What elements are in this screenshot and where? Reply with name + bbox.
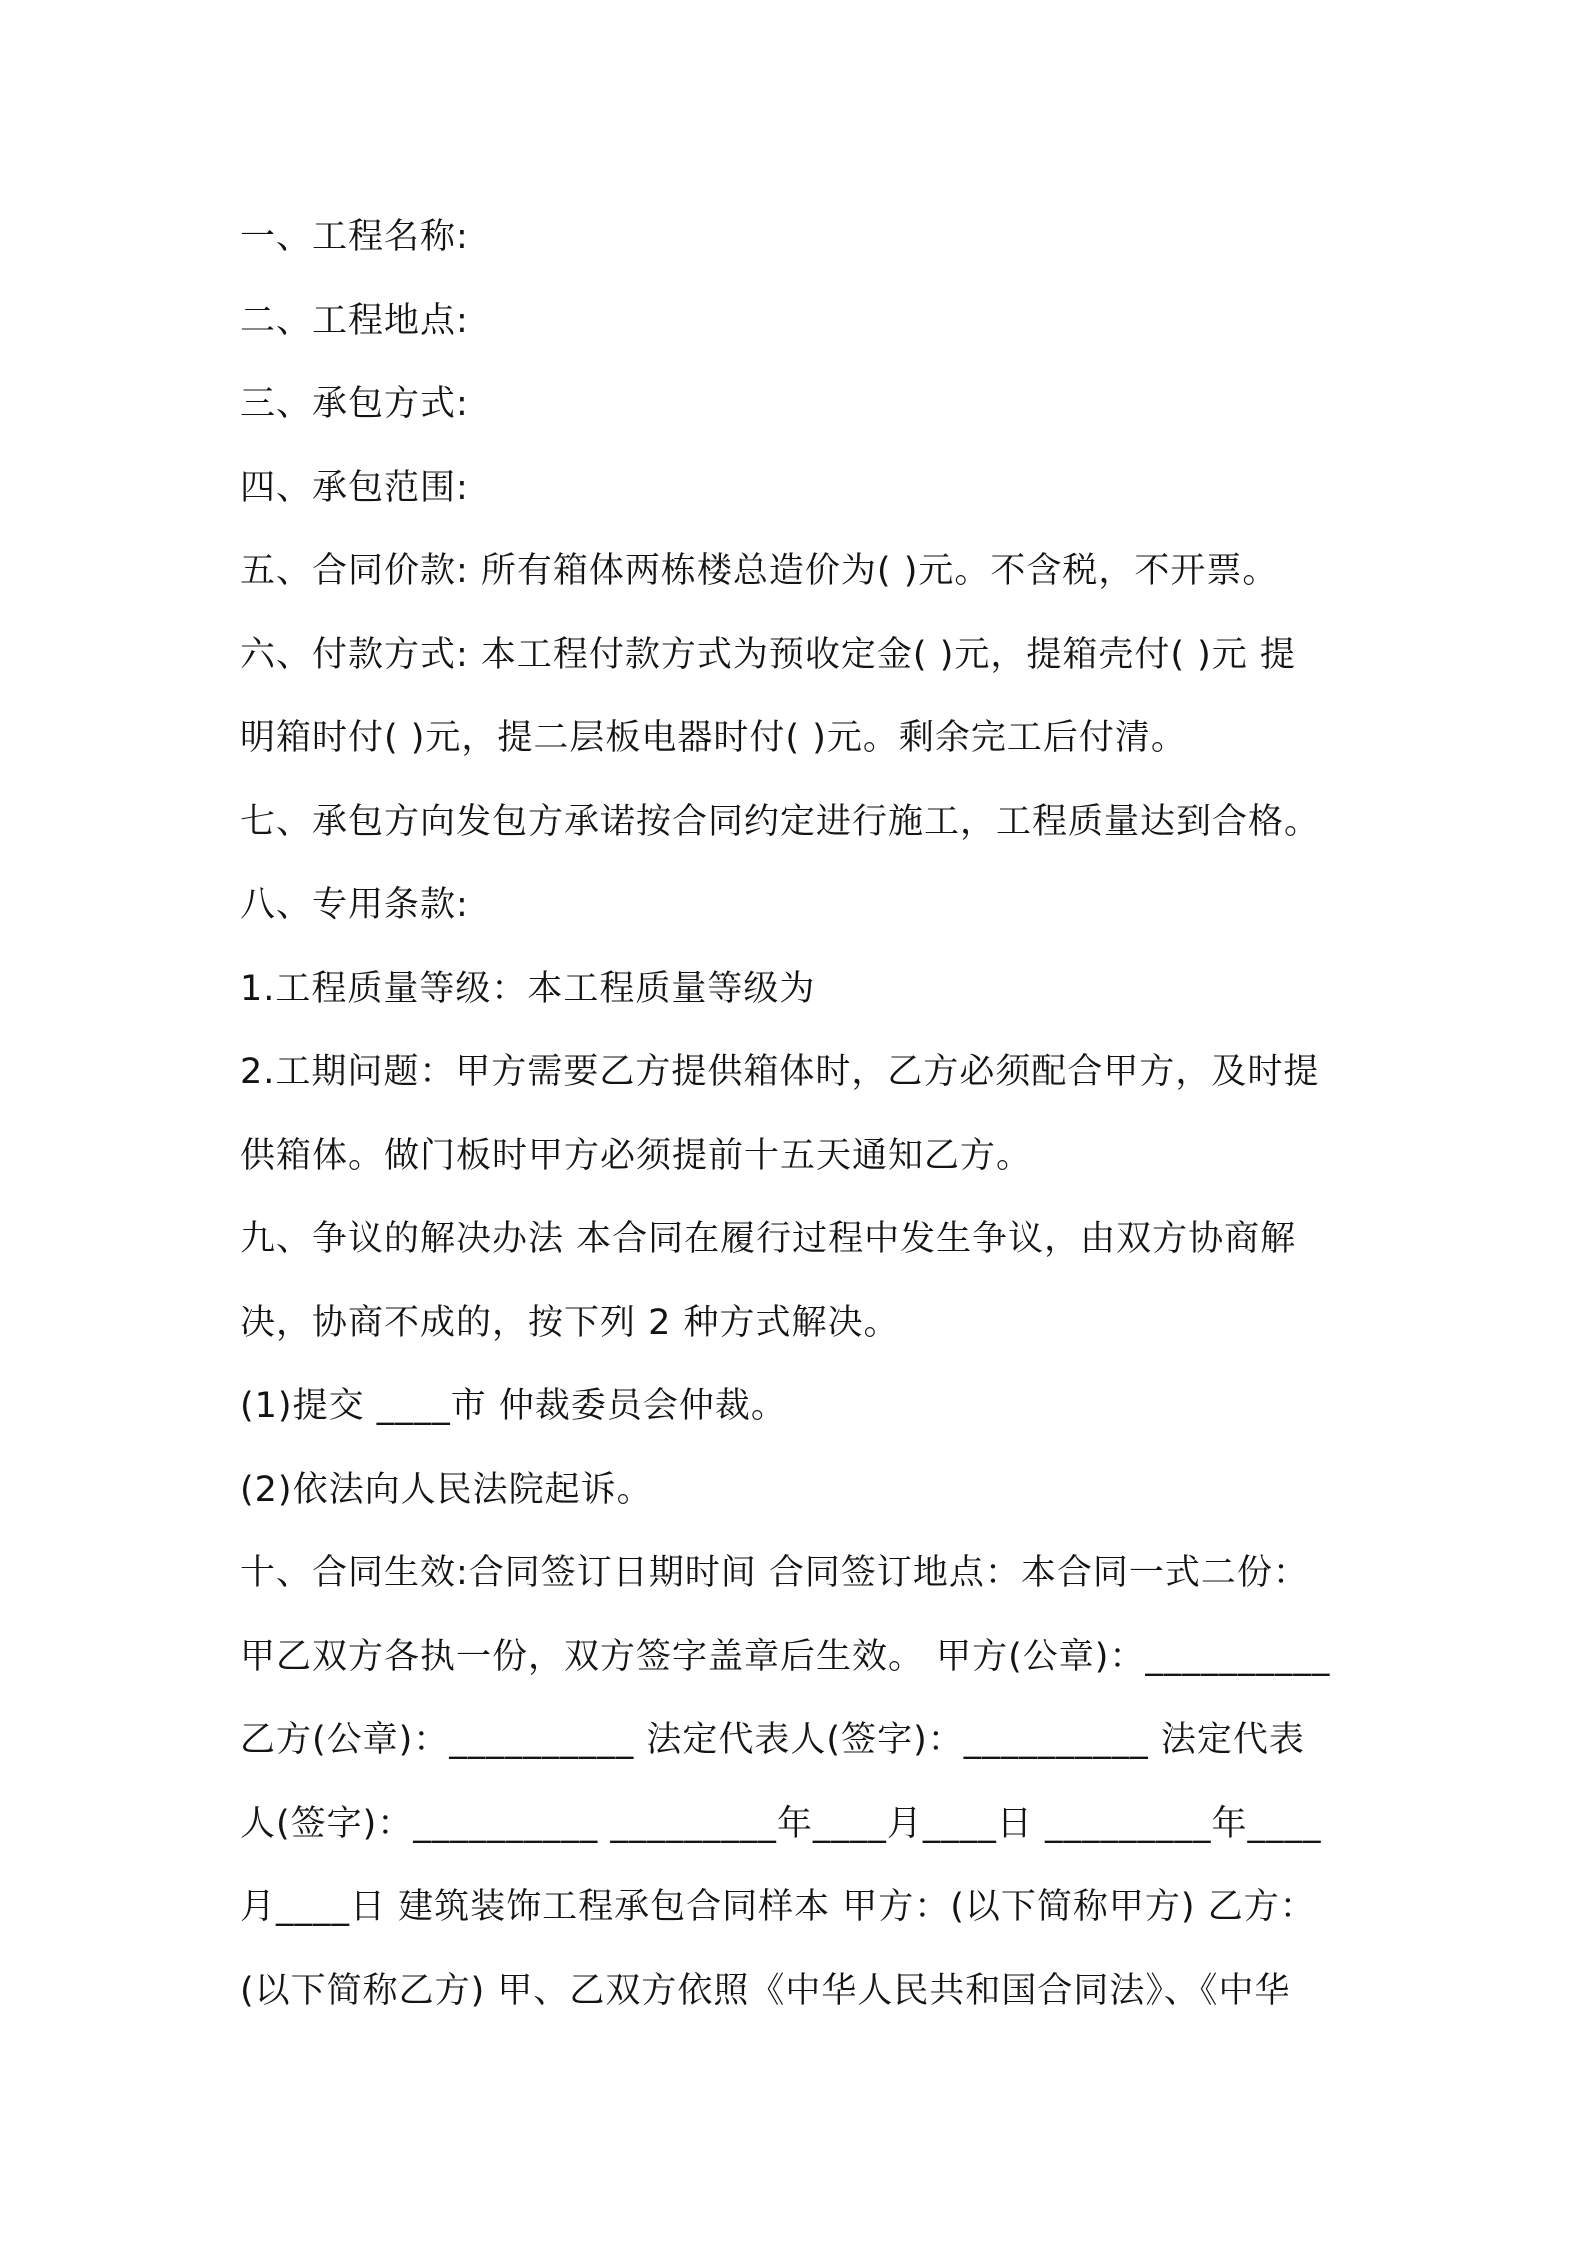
clause-payment-method-cont: 明箱时付( )元，提二层板电器时付( )元。剩余完工后付清。 bbox=[240, 718, 1187, 758]
clause-payment-method: 六、付款方式: 本工程付款方式为预收定金( )元，提箱壳付( )元 提 bbox=[240, 634, 1296, 675]
clause-contract-price: 五、合同价款: 所有箱体两栋楼总造价为( )元。不含税，不开票。 bbox=[240, 551, 1279, 591]
clause-contract-scope: 四、承包范围: bbox=[240, 467, 469, 508]
dispute-option-arbitration: (1)提交 ____市 仲裁委员会仲裁。 bbox=[240, 1386, 787, 1426]
clause-special-terms: 八、专用条款: bbox=[240, 885, 469, 925]
clause-effectiveness-cont: 甲乙双方各执一份，双方签字盖章后生效。 甲方(公章)：__________ bbox=[240, 1636, 1331, 1677]
term-schedule: 2.工期问题：甲方需要乙方提供箱体时，乙方必须配合甲方，及时提 bbox=[240, 1052, 1320, 1092]
clause-dispute-resolution-cont: 决，协商不成的，按下列 2 种方式解决。 bbox=[240, 1302, 900, 1343]
clause-dispute-resolution: 九、争议的解决办法 本合同在履行过程中发生争议，由双方协商解 bbox=[240, 1219, 1297, 1259]
clause-effectiveness: 十、合同生效:合同签订日期时间 合同签订地点：本合同一式二份： bbox=[240, 1553, 1309, 1593]
sample-contract-intro: 月____日 建筑装饰工程承包合同样本 甲方：(以下简称甲方) 乙方： bbox=[240, 1887, 1316, 1927]
clause-project-name: 一、工程名称: bbox=[240, 217, 469, 257]
clause-quality-promise: 七、承包方向发包方承诺按合同约定进行施工，工程质量达到合格。 bbox=[240, 801, 1321, 842]
clause-project-location: 二、工程地点: bbox=[240, 300, 469, 341]
dispute-option-lawsuit: (2)依法向人民法院起诉。 bbox=[240, 1469, 653, 1510]
term-quality-grade: 1.工程质量等级：本工程质量等级为 bbox=[240, 968, 816, 1009]
clause-contract-method: 三、承包方式: bbox=[240, 384, 469, 424]
contract-body bbox=[240, 196, 1360, 2033]
signature-line-2: 人(签字)：__________ _________年____月____日 _________年____ bbox=[240, 1803, 1322, 1844]
sample-contract-intro-cont: (以下简称乙方) 甲、乙双方依照《中华人民共和国合同法》、《中华 bbox=[240, 1970, 1291, 2011]
signature-line-1: 乙方(公章)：__________ 法定代表人(签字)：__________ 法定代表 bbox=[240, 1720, 1305, 1760]
term-schedule-cont: 供箱体。做门板时甲方必须提前十五天通知乙方。 bbox=[240, 1135, 1033, 1176]
